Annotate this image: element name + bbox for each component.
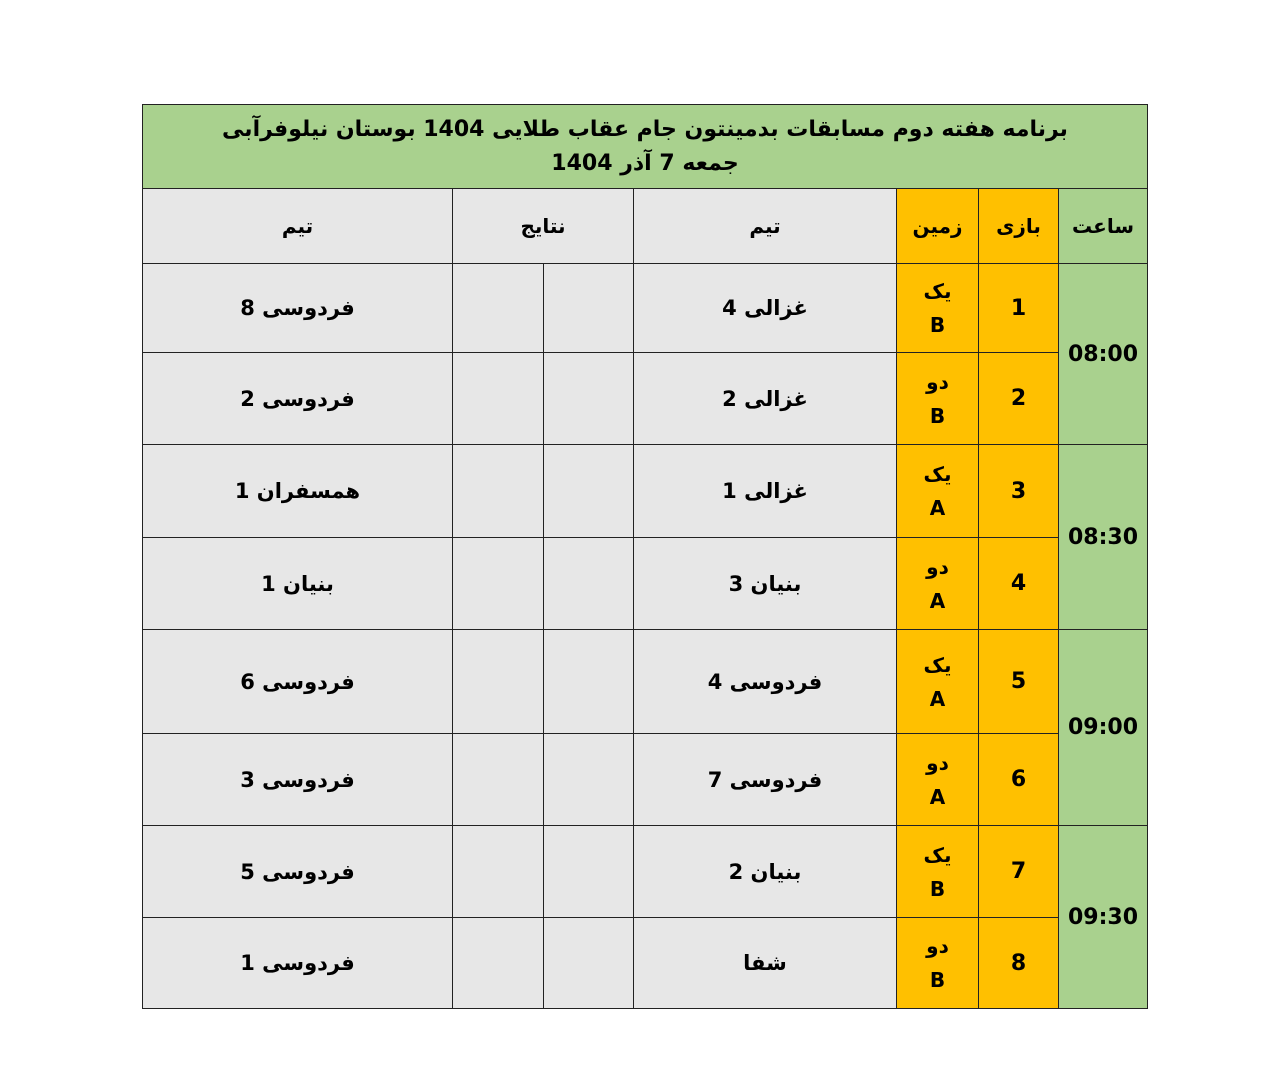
game-number-cell: 4 — [979, 538, 1059, 630]
court-cell — [897, 445, 979, 538]
court-cell — [897, 918, 979, 1009]
team-a-cell: شفا — [634, 918, 897, 1009]
court-letter: B — [929, 968, 946, 992]
header-team-b: تیم — [143, 189, 453, 264]
title-banner — [143, 105, 1148, 189]
team-b-cell: فردوسی 2 — [143, 353, 453, 445]
result-a-cell — [544, 353, 634, 445]
game-number-cell: 2 — [979, 353, 1059, 445]
game-number-cell: 8 — [979, 918, 1059, 1009]
game-number-cell: 6 — [979, 734, 1059, 826]
result-b-cell — [453, 538, 544, 630]
result-a-cell — [544, 445, 634, 538]
team-b-cell: همسفران 1 — [143, 445, 453, 538]
table-row — [143, 630, 1148, 734]
time-slot-cell: 08:30 — [1059, 445, 1148, 630]
result-a-cell — [544, 264, 634, 353]
result-a-cell — [544, 538, 634, 630]
court-cell — [897, 630, 979, 734]
team-a-cell: فردوسی 4 — [634, 630, 897, 734]
game-number-cell: 3 — [979, 445, 1059, 538]
header-team-a: تیم — [634, 189, 897, 264]
court-number: یک — [923, 462, 952, 486]
team-b-cell: فردوسی 5 — [143, 826, 453, 918]
result-a-cell — [544, 630, 634, 734]
result-b-cell — [453, 630, 544, 734]
court-cell — [897, 538, 979, 630]
table-row — [143, 538, 1148, 630]
court-letter: B — [929, 876, 946, 901]
result-a-cell — [544, 918, 634, 1009]
court-number: یک — [923, 842, 952, 867]
table-row — [143, 734, 1148, 826]
court-cell — [897, 734, 979, 826]
team-b-cell: فردوسی 6 — [143, 630, 453, 734]
schedule-table — [142, 104, 1148, 1009]
result-b-cell — [453, 264, 544, 353]
time-slot-cell: 09:30 — [1059, 826, 1148, 1009]
result-b-cell — [453, 918, 544, 1009]
schedule-body — [143, 264, 1148, 1009]
header-court: زمین — [897, 189, 979, 264]
table-row — [143, 445, 1148, 538]
schedule-sheet — [142, 104, 1147, 1009]
court-letter: B — [929, 313, 946, 337]
court-letter: B — [929, 403, 946, 428]
court-number: یک — [923, 279, 952, 303]
header-game: بازی — [979, 189, 1059, 264]
court-number: دو — [926, 369, 949, 394]
game-number-cell: 5 — [979, 630, 1059, 734]
court-letter: A — [929, 686, 946, 711]
title-line-2: جمعه 7 آذر 1404 — [551, 150, 739, 176]
team-b-cell: فردوسی 3 — [143, 734, 453, 826]
game-number-cell: 1 — [979, 264, 1059, 353]
team-b-cell: بنیان 1 — [143, 538, 453, 630]
header-time: ساعت — [1059, 189, 1148, 264]
court-number: دو — [926, 934, 949, 958]
result-b-cell — [453, 734, 544, 826]
time-slot-cell: 09:00 — [1059, 630, 1148, 826]
court-cell — [897, 264, 979, 353]
court-number: دو — [926, 554, 949, 579]
result-a-cell — [544, 826, 634, 918]
table-row — [143, 826, 1148, 918]
team-a-cell: غزالی 1 — [634, 445, 897, 538]
court-cell — [897, 826, 979, 918]
game-number-cell: 7 — [979, 826, 1059, 918]
title-line-1: برنامه هفته دوم مسابقات بدمینتون جام عقاب طلایی 1404 بوستان نیلوفرآبی — [222, 116, 1068, 142]
court-number: دو — [926, 750, 949, 775]
header-results: نتایج — [453, 189, 634, 264]
header-row — [143, 189, 1148, 264]
team-b-cell: فردوسی 8 — [143, 264, 453, 353]
team-a-cell: بنیان 2 — [634, 826, 897, 918]
team-a-cell: فردوسی 7 — [634, 734, 897, 826]
result-a-cell — [544, 734, 634, 826]
table-row — [143, 264, 1148, 353]
team-b-cell: فردوسی 1 — [143, 918, 453, 1009]
result-b-cell — [453, 826, 544, 918]
result-b-cell — [453, 445, 544, 538]
table-row — [143, 918, 1148, 1009]
team-a-cell: غزالی 2 — [634, 353, 897, 445]
team-a-cell: غزالی 4 — [634, 264, 897, 353]
court-number: یک — [923, 652, 952, 677]
court-letter: A — [929, 496, 946, 520]
court-letter: A — [929, 588, 946, 613]
team-a-cell: بنیان 3 — [634, 538, 897, 630]
court-letter: A — [929, 784, 946, 809]
result-b-cell — [453, 353, 544, 445]
table-row — [143, 353, 1148, 445]
court-cell — [897, 353, 979, 445]
time-slot-cell: 08:00 — [1059, 264, 1148, 445]
